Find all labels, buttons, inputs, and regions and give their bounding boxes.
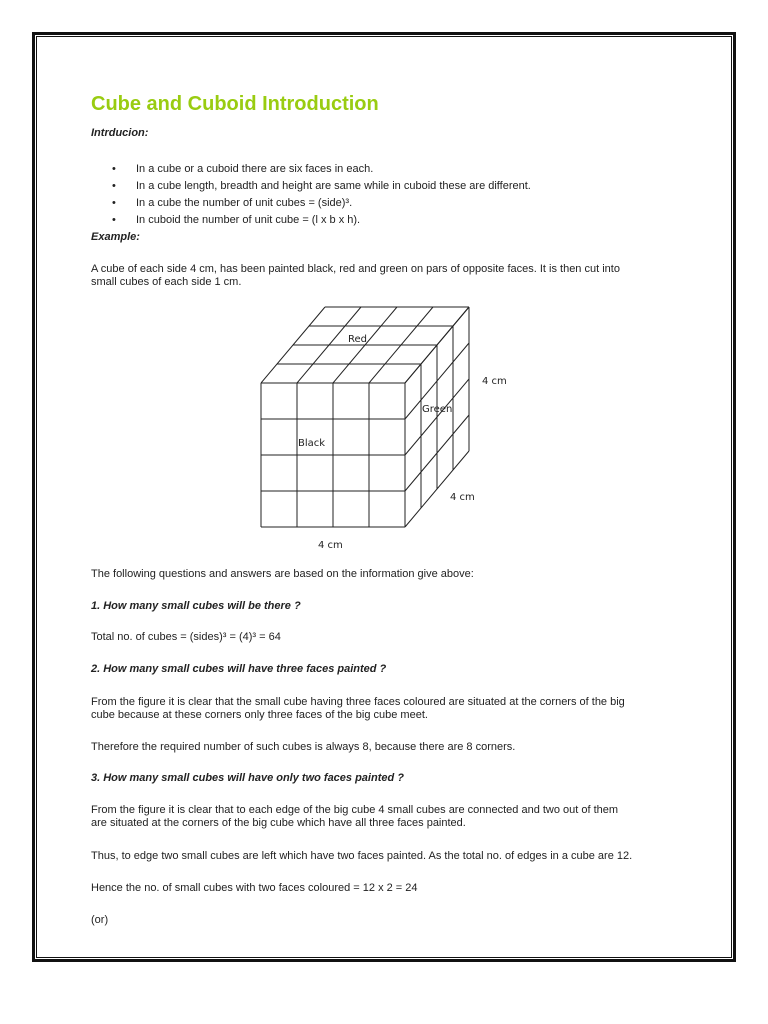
answer-2-line2: cube because at these corners only three faces of the big cube meet.	[91, 709, 428, 721]
intro-bullet-list	[112, 163, 531, 231]
bullet-item: • In a cube length, breadth and height are same while in cuboid these are different.	[112, 180, 531, 197]
example-text-line2: small cubes of each side 1 cm.	[91, 276, 242, 288]
label-green: Green	[422, 404, 453, 415]
label-height: 4 cm	[482, 376, 507, 387]
answer-2b: Therefore the required number of such cubes is always 8, because there are 8 corners.	[91, 741, 516, 753]
bullet-item: • In a cube the number of unit cubes = (side)³.	[112, 197, 531, 214]
label-black: Black	[298, 438, 326, 449]
answer-2-line1: From the figure it is clear that the small cube having three faces coloured are situated at the corners of the big	[91, 696, 625, 708]
bullet-item: • In cuboid the number of unit cube = (l x b x h).	[112, 214, 531, 231]
cube-figure	[250, 300, 530, 565]
answer-3-line1: From the figure it is clear that to each edge of the big cube 4 small cubes are connected and two out of them	[91, 804, 619, 816]
following-text: The following questions and answers are based on the information give above:	[91, 568, 474, 580]
answer-3b: Thus, to edge two small cubes are left which have two faces painted. As the total no. of edges in a cube are 12.	[91, 850, 633, 862]
cube-diagram	[250, 300, 530, 560]
bullet-item: • In a cube or a cuboid there are six faces in each.	[112, 163, 531, 180]
label-depth: 4 cm	[450, 492, 475, 503]
example-heading: Example:	[91, 231, 140, 243]
answer-1: Total no. of cubes = (sides)³ = (4)³ = 64	[91, 631, 281, 643]
or-text: (or)	[91, 914, 109, 926]
answer-3-line2: are situated at the corners of the big cube which have all three faces painted.	[91, 817, 466, 829]
label-width: 4 cm	[318, 540, 343, 551]
answer-3c: Hence the no. of small cubes with two faces coloured = 12 x 2 = 24	[91, 882, 418, 894]
question-3: 3. How many small cubes will have only two faces painted ?	[91, 772, 404, 784]
page-title: Cube and Cuboid Introduction	[91, 93, 379, 115]
intro-heading: Intrducion:	[91, 127, 149, 139]
question-1: 1. How many small cubes will be there ?	[91, 600, 301, 612]
question-2: 2. How many small cubes will have three faces painted ?	[91, 663, 387, 675]
label-red: Red	[348, 334, 367, 345]
example-text-line1: A cube of each side 4 cm, has been painted black, red and green on pars of opposite faces. It is then cut into	[91, 263, 620, 275]
